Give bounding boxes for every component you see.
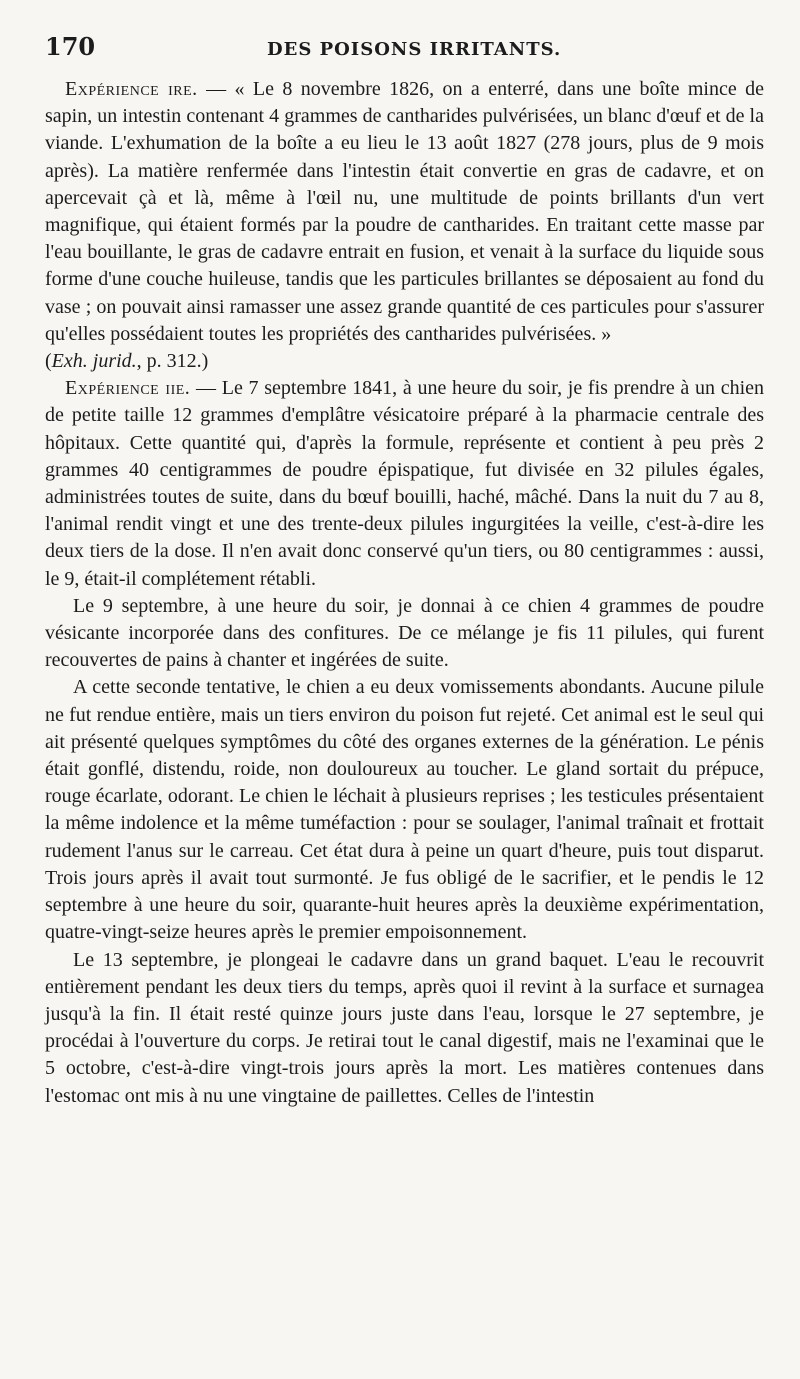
page-number: 170 <box>45 32 96 61</box>
running-head: DES POISONS IRRITANTS. <box>267 39 562 60</box>
experiment-1-label: Expérience ire. <box>65 78 198 100</box>
body-paragraph: Le 13 septembre, je plongeai le cadavre dans un grand baquet. L'eau le recouvrit entièrement pendant les deux tiers du temps, après quoi il revint à la surface et surnagea jusqu'à la fin. Il était resté quinze jours juste dans l'eau, lorsque le 27 septembre, je procédai à l'ouverture du corps. Je retirai tout le canal digestif, mais ne l'examinai que le 5 octobre, c'est-à-dire vingt-trois jours après la mort. Les matières contenues dans l'estomac ont mis à nu une vingtaine de paillettes. Celles de l'intestin <box>45 948 764 1107</box>
experiment-1-paragraph: Expérience ire. — « Le 8 novembre 1826, on a enterré, dans une boîte mince de sapin, un intestin contenant 4 grammes de cantharides pulvérisées, un blanc d'œuf et de la viande. L'exhumation de la boîte a eu lieu le 13 août 1827 (278 jours, plus de 9 mois après). La matière renfermée dans l'intestin était convertie en gras de cadavre, et on apercevait çà et là, même à l'œil nu, une multitude de points brillants d'un vert magnifique, qui étaient formés par la poudre de cantharides. En traitant cette masse par l'eau bouillante, le gras de cadavre entrait en fusion, et venait à la surface du liquide sous forme d'une couche huileuse, tandis que les particules brillantes se déposaient au fond du vase ; on pouvait ainsi ramasser une assez grande quantité de ces particules pour s'assurer qu'elles possédaient toutes les propriétés des cantharides pulvérisées. » (Exh. jurid., p. 312.) <box>45 78 764 373</box>
reference-page: , p. 312.) <box>136 350 209 373</box>
page-body <box>45 76 764 1110</box>
experiment-2-text: — Le 7 septembre 1841, à une heure du soir, je fis prendre à un chien de petite taille 12 grammes d'emplâtre vésicatoire préparé à la pharmacie centrale des hôpitaux. Cette quantité qui, d'après la formule, représente et contient à peu près 2 grammes 40 centigrammes de poudre épispatique, fut divisée en 32 pilules égales, administrées toutes de suite, dans du bœuf bouilli, haché, mâché. Dans la nuit du 7 au 8, l'animal rendit vingt et une des trente-deux pilules ingurgitées la veille, c'est-à-dire les deux tiers de la dose. Il n'en avait donc conservé qu'un tiers, ou 80 centigrammes : aussi, le 9, était-il complétement rétabli. <box>45 377 765 590</box>
experiment-2-paragraph <box>45 375 764 593</box>
body-paragraph: A cette seconde tentative, le chien a eu deux vomissements abondants. Aucune pilule ne fut rendue entière, mais un tiers environ du poison fut rejeté. Cet animal est le seul qui ait présenté quelques symptômes du côté des organes externes de la génération. Le pénis était gonflé, distendu, roide, non douloureux au toucher. Le gland sortait du prépuce, rouge écarlate, odorant. Le chien le léchait à plusieurs reprises ; les testicules présentaient la même indolence et la même tuméfaction : pour se soulager, l'animal traînait et frottait rudement l'anus sur le carreau. Cet état dura à peine un quart d'heure, puis tout disparut. Trois jours après il avait tout surmonté. Je fus obligé de le sacrifier, et le pendis le 12 septembre à une heure du soir, quarante-huit heures après la deuxième expérimentation, quatre-vingt-seize heures après le premier empoisonnement. <box>45 676 764 944</box>
page-header <box>45 32 764 76</box>
experiment-1-text: — « Le 8 novembre 1826, on a enterré, dans une boîte mince de sapin, un intestin contenant 4 grammes de cantharides pulvérisées, un blanc d'œuf et de la viande. L'exhumation de la boîte a eu lieu le 13 août 1827 (278 jours, plus de 9 mois après). La matière renfermée dans l'intestin était convertie en gras de cadavre, et on apercevait çà et là, même à l'œil nu, une multitude de points brillants d'un vert magnifique, qui étaient formés par la poudre de cantharides. En traitant cette masse par l'eau bouillante, le gras de cadavre entrait en fusion, et venait à la surface du liquide sous forme d'une couche huileuse, tandis que les particules brillantes se déposaient au fond du vase ; on pouvait ainsi ramasser une assez grande quantité de ces particules pour s'assurer qu'elles possédaient toutes les propriétés des cantharides pulvérisées. » <box>45 78 764 345</box>
body-paragraph: Le 9 septembre, à une heure du soir, je donnai à ce chien 4 grammes de poudre vésicante incorporée dans des confitures. De ce mélange je fis 11 pilules, qui furent recouvertes de pains à chanter et ingérées de suite. <box>45 594 764 672</box>
reference-source: Exh. jurid. <box>51 350 137 373</box>
experiment-2-label: Expérience iie. <box>65 377 191 400</box>
